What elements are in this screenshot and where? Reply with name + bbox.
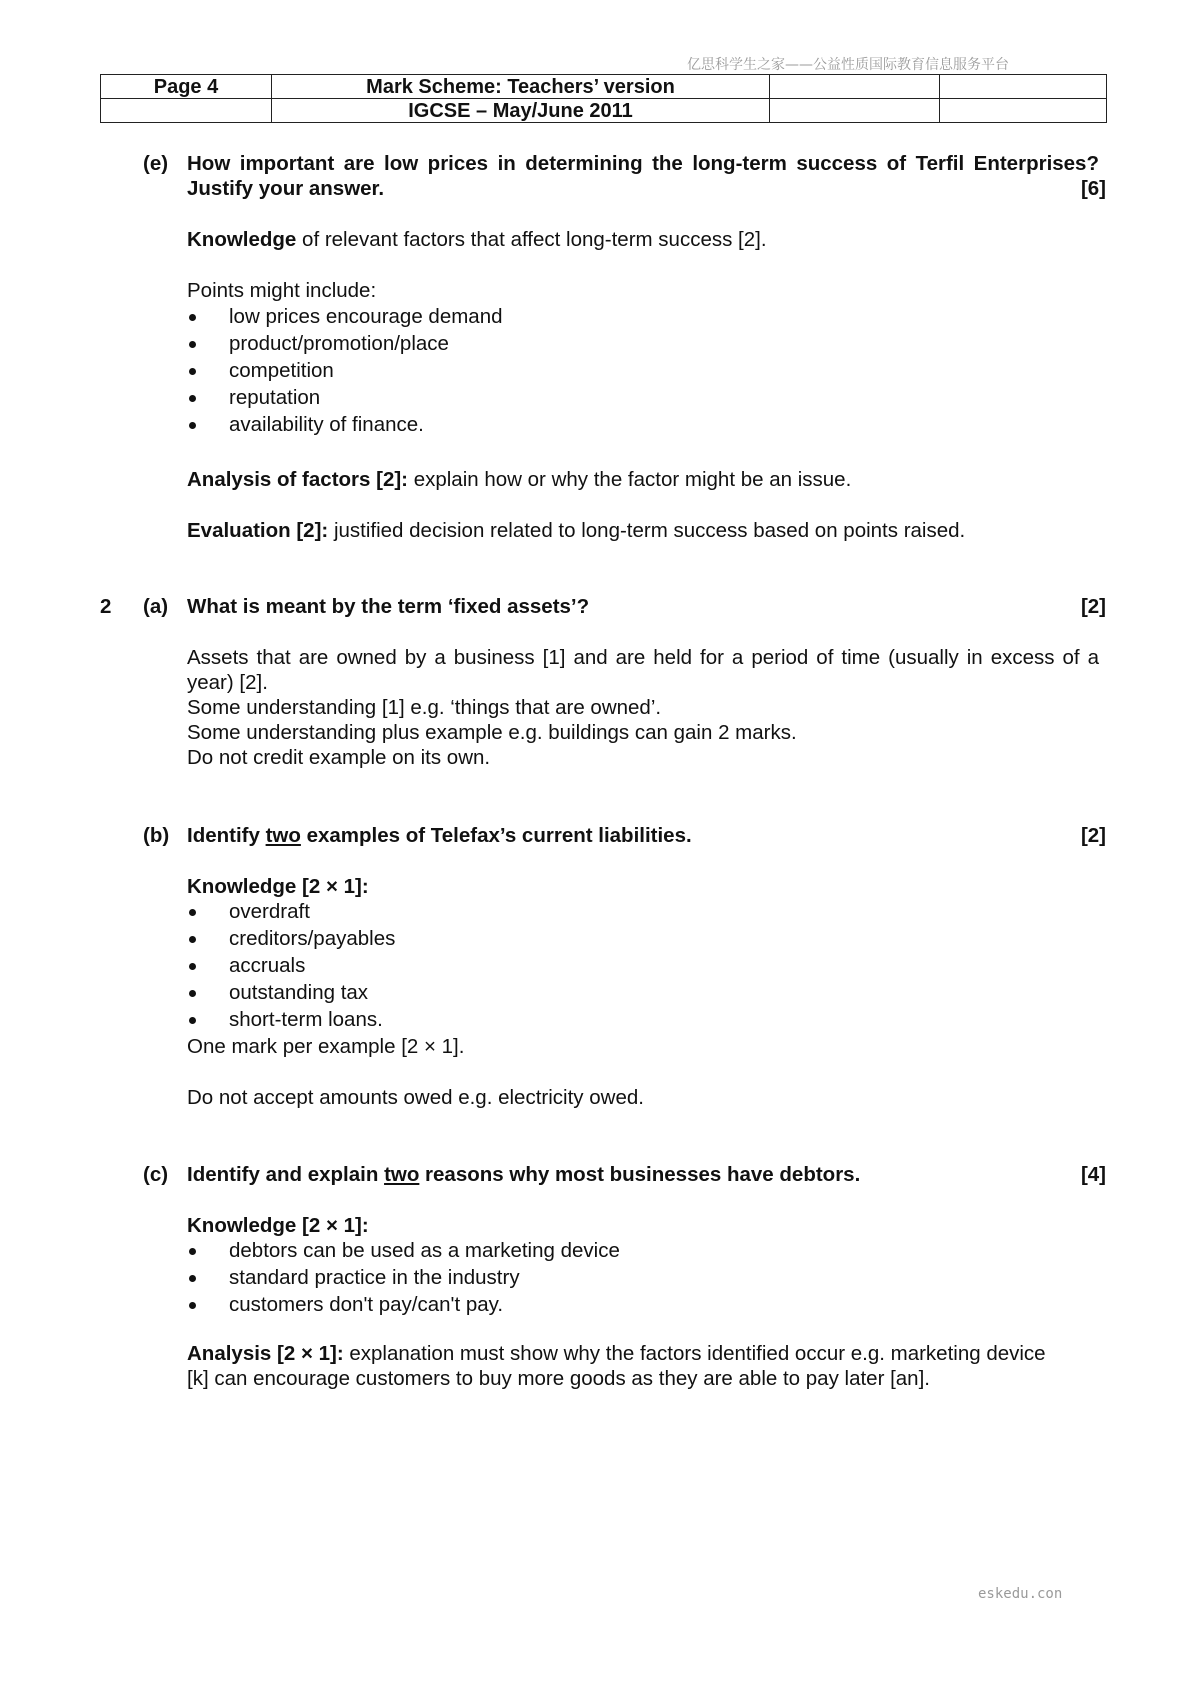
- question-label: (b): [143, 824, 170, 847]
- bullet-icon: [189, 1302, 196, 1309]
- header-empty-cell: [770, 75, 940, 99]
- bullet-icon: [189, 990, 196, 997]
- list-item: debtors can be used as a marketing device: [187, 1237, 1107, 1264]
- list-item: accruals: [187, 952, 1107, 979]
- question-marks: [2]: [1080, 595, 1106, 618]
- answer-line: Do not credit example on its own.: [187, 746, 491, 769]
- knowledge-heading: Knowledge [2 × 1]:: [187, 1214, 369, 1237]
- header-empty-cell: [770, 99, 940, 123]
- list-item: reputation: [187, 384, 1107, 411]
- question-number: 2: [100, 595, 112, 618]
- evaluation-line: Evaluation [2]: justified decision related to long-term success based on points raised.: [187, 519, 966, 542]
- header-empty-cell: [101, 99, 272, 123]
- question-label: (e): [143, 152, 169, 175]
- question-text: Identify and explain two reasons why most businesses have debtors.: [187, 1163, 861, 1186]
- header-empty-cell: [940, 99, 1107, 123]
- points-list: [187, 1237, 1107, 1318]
- header-table: [100, 74, 1107, 123]
- list-item: low prices encourage demand: [187, 303, 1107, 330]
- header-empty-cell: [940, 75, 1107, 99]
- question-marks: [2]: [1080, 824, 1106, 847]
- answer-line: Do not accept amounts owed e.g. electricity owed.: [187, 1086, 644, 1109]
- answer-line: Assets that are owned by a business [1] and are held for a period of time (usually in excess of a year) [2].: [187, 646, 1099, 694]
- question-text: How important are low prices in determining the long-term success of Terfil Enterprises? Justify your answer.: [187, 152, 1099, 200]
- answer-line: Some understanding [1] e.g. ‘things that are owned’.: [187, 696, 662, 719]
- header-title: Mark Scheme: Teachers’ version: [272, 75, 770, 99]
- bullet-icon: [189, 422, 196, 429]
- answer-line: Some understanding plus example e.g. buildings can gain 2 marks.: [187, 721, 797, 744]
- list-item: outstanding tax: [187, 979, 1107, 1006]
- knowledge-heading: Knowledge [2 × 1]:: [187, 875, 369, 898]
- question-text: What is meant by the term ‘fixed assets’?: [187, 595, 590, 618]
- bullet-icon: [189, 1275, 196, 1282]
- list-item: competition: [187, 357, 1107, 384]
- watermark-top: 亿思科学生之家——公益性质国际教育信息服务平台: [687, 57, 1009, 73]
- list-item: customers don't pay/can't pay.: [187, 1291, 1107, 1318]
- header-page: Page 4: [101, 75, 272, 99]
- points-list: [187, 898, 1107, 1033]
- bullet-icon: [189, 909, 196, 916]
- watermark-bottom: eskedu.con: [978, 1586, 1063, 1602]
- points-intro: Points might include:: [187, 279, 377, 302]
- bullet-icon: [189, 963, 196, 970]
- answer-line: One mark per example [2 × 1].: [187, 1035, 465, 1058]
- list-item: short-term loans.: [187, 1006, 1107, 1033]
- bullet-icon: [189, 314, 196, 321]
- points-list: [187, 303, 1107, 438]
- list-item: product/promotion/place: [187, 330, 1107, 357]
- bullet-icon: [189, 936, 196, 943]
- analysis-line: Analysis [2 × 1]: explanation must show why the factors identified occur e.g. marketing device [k] can encourage customers to buy more goods as they are able to pay later [an].: [187, 1342, 1046, 1390]
- question-marks: [4]: [1080, 1163, 1106, 1186]
- question-label: (a): [143, 595, 169, 618]
- bullet-icon: [189, 368, 196, 375]
- header-exam: IGCSE – May/June 2011: [272, 99, 770, 123]
- bullet-icon: [189, 1017, 196, 1024]
- bullet-icon: [189, 1248, 196, 1255]
- question-label: (c): [143, 1163, 169, 1186]
- list-item: overdraft: [187, 898, 1107, 925]
- bullet-icon: [189, 341, 196, 348]
- bullet-icon: [189, 395, 196, 402]
- knowledge-line: Knowledge of relevant factors that affect long-term success [2].: [187, 228, 767, 251]
- question-marks: [6]: [1080, 177, 1106, 200]
- list-item: availability of finance.: [187, 411, 1107, 438]
- question-text: Identify two examples of Telefax’s current liabilities.: [187, 824, 692, 847]
- list-item: creditors/payables: [187, 925, 1107, 952]
- list-item: standard practice in the industry: [187, 1264, 1107, 1291]
- analysis-line: Analysis of factors [2]: explain how or why the factor might be an issue.: [187, 468, 852, 491]
